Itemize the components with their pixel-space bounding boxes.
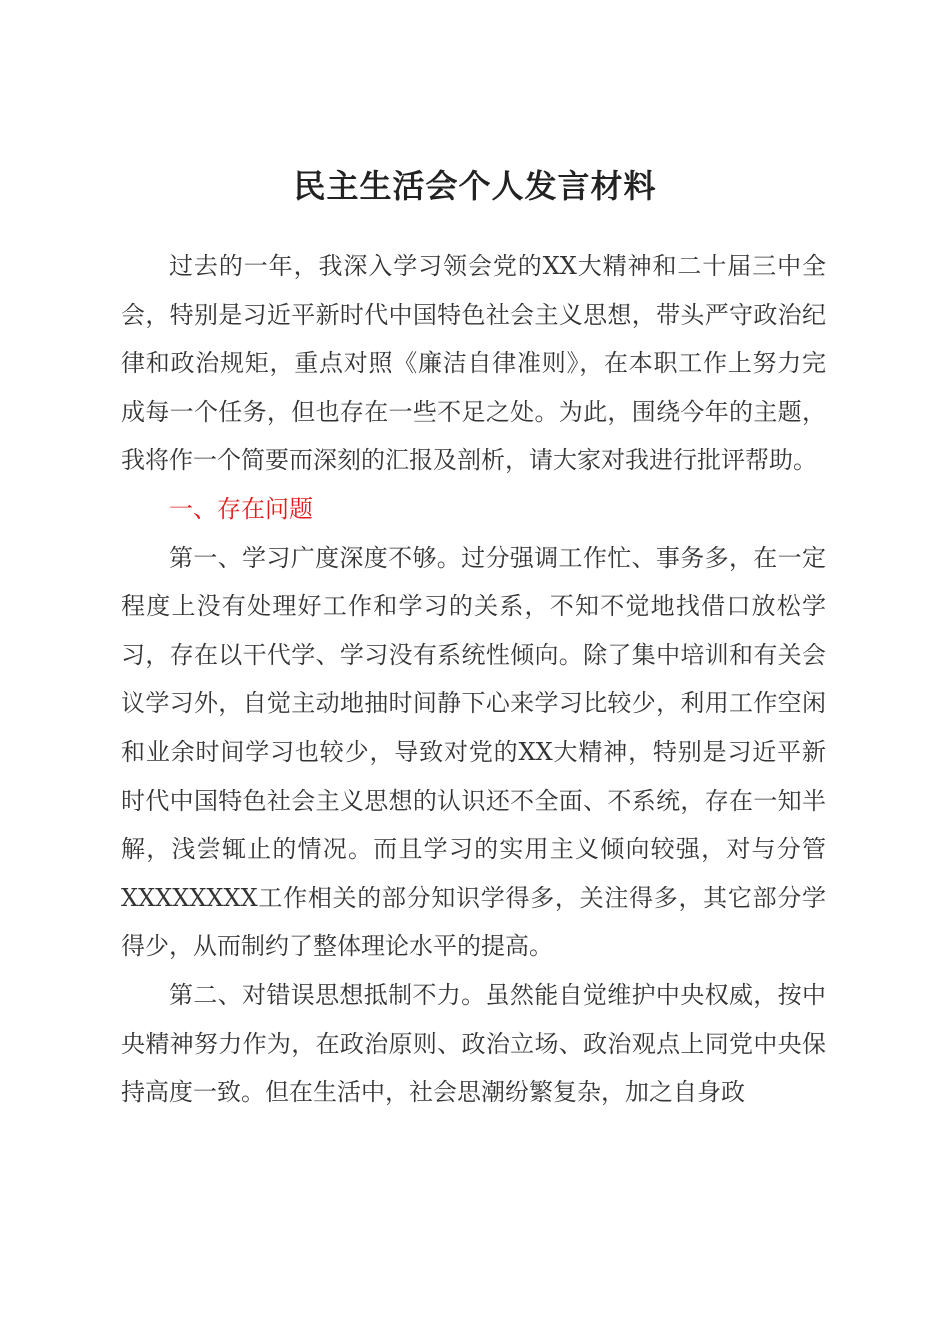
- section-paragraph-1: 第一、学习广度深度不够。过分强调工作忙、事务多，在一定程度上没有处理好工作和学习的关系，不知不觉地找借口放松学习，存在以干代学、学习没有系统性倾向。除了集中培训和有关会议学习外，自觉主动地抽时间静下心来学习比较少，利用工作空闲和业余时间学习也较少，导致对党的XX大精神，特别是习近平新时代中国特色社会主义思想的认识还不全面、不系统，存在一知半解，浅尝辄止的情况。而且学习的实用主义倾向较强，对与分管XXXXXXXX工作相关的部分知识学得多，关注得多，其它部分学得少，从而制约了整体理论水平的提高。: [121, 543, 826, 961]
- document-title: 民主生活会个人发言材料: [293, 167, 657, 205]
- intro-paragraph: 过去的一年，我深入学习领会党的XX大精神和二十届三中全会，特别是习近平新时代中国特色社会主义思想，带头严守政治纪律和政治规矩，重点对照《廉洁自律准则》，在本职工作上努力完成每一个任务，但也存在一些不足之处。为此，围绕今年的主题，我将作一个简要而深刻的汇报及剖析，请大家对我进行批评帮助。: [121, 252, 826, 475]
- section-paragraph-2: 第二、对错误思想抵制不力。虽然能自觉维护中央权威，按中央精神努力作为，在政治原则、政治立场、政治观点上同党中央保持高度一致。但在生活中，社会思潮纷繁复杂，加之自身政: [121, 980, 826, 1107]
- section-heading: 一、存在问题: [169, 494, 313, 523]
- document-body: [121, 242, 826, 1117]
